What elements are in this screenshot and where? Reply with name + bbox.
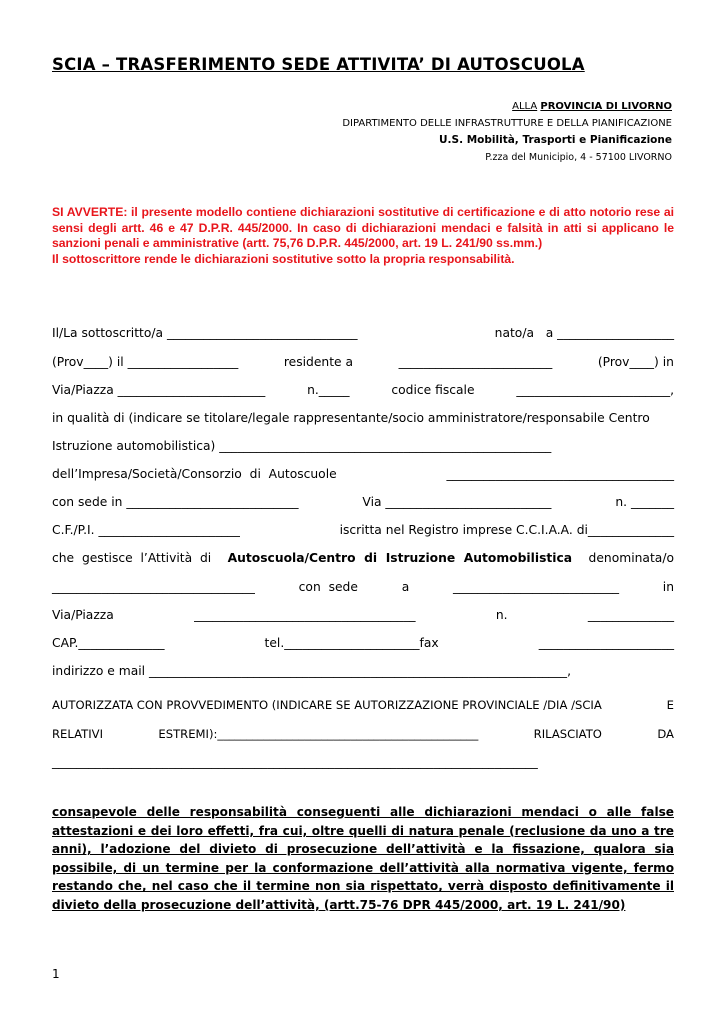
label-con-sede: con sede [298, 580, 358, 594]
warning-responsibility: Il sottoscrittore rende le dichiarazioni sostitutive sotto la propria responsabilità. [52, 251, 515, 266]
field-email[interactable]: indirizzo e mail ____________________________________________________________________, [52, 664, 571, 678]
label-impresa: dell’Impresa/Società/Consorzio di Autoscuole [52, 467, 337, 481]
warning-paragraph: SI AVVERTE: il presente modello contiene dichiarazioni sostitutive di certificazione e di atto notorio rese ai sensi degli artt. 46 e 47 D.P.R. 445/2000. In caso di dichiarazioni mendaci e falsità in atti si applicano le sanzioni penali e amministrative (artt. 75,76 D.P.R. 445/2000, art. 19 L. 241/90 ss.mm.) [52, 205, 674, 250]
recipient-office: U.S. Mobilità, Trasporti e Pianificazione [439, 134, 672, 146]
form-line-sede [52, 494, 674, 510]
field-sottoscritto[interactable]: Il/La sottoscritto/a _______________________________ [52, 326, 358, 340]
field-cf-piva[interactable]: C.F./P.I. _______________________ [52, 523, 240, 537]
field-sede-via[interactable]: Via ___________________________ [362, 495, 552, 509]
responsibility-declaration: consapevole delle responsabilità conseguenti alle dichiarazioni mendaci o alle false attestazioni e dei loro effetti, fra cui, oltre quelli di natura penale (reclusione da uno a tre anni), l’adozione del divieto di prosecuzione dell’attività e la fissazione, qualora sia possibile, di un termine per la conformazione dell’attività alla normativa vigente, fermo restando che, nel caso che il termine non sia rispettato, verrà disposto definitivamente il divieto della prosecuzione dell’attività, (artt.75-76 DPR 445/2000, art. 19 L. 241/90) [52, 805, 674, 912]
field-codice-fiscale[interactable]: _________________________, [516, 383, 674, 397]
label-residente: residente a [283, 355, 354, 369]
field-tel[interactable]: tel.______________________fax [264, 636, 439, 650]
field-residente[interactable]: _________________________ [398, 355, 553, 369]
label-denominata: denominata/o [588, 551, 674, 565]
recipient-prefix: ALLA [512, 101, 538, 112]
page-number: 1 [52, 967, 60, 981]
field-qualita[interactable]: Istruzione automobilistica) ______________________________________________________ [52, 439, 552, 453]
label-in: in [662, 580, 674, 594]
label-a: a [401, 580, 410, 594]
label-gestisce: che gestisce l’Attività di [52, 551, 212, 565]
field-cap[interactable]: CAP.______________ [52, 636, 165, 650]
label-da: DA [657, 727, 674, 741]
label-n: n. [495, 608, 508, 622]
form-line-street [52, 382, 674, 398]
form-line-via-attivita [52, 607, 674, 623]
form-line-autorizzazione [52, 697, 674, 713]
form-line-contatti [52, 635, 674, 651]
field-denominazione[interactable]: _________________________________ [52, 580, 255, 594]
label-rilasciato: RILASCIATO [533, 727, 602, 741]
label-e: E [666, 698, 674, 712]
form-line-estremi [52, 726, 674, 742]
label-attivita-tipo: Autoscuola/Centro di Istruzione Automobilistica [227, 551, 573, 565]
form-line-attivita [52, 550, 674, 566]
label-relativi: RELATIVI [52, 727, 103, 741]
field-prov-nascita[interactable]: (Prov____) il __________________ [52, 355, 239, 369]
field-fax[interactable]: ______________________ [538, 636, 674, 650]
recipient-department: DIPARTIMENTO DELLE INFRASTRUTTURE E DELLA PIANIFICAZIONE [342, 118, 672, 129]
form-line-cf-cciaa [52, 522, 674, 538]
recipient-line [512, 101, 672, 112]
field-nato-a[interactable]: nato/a a ___________________ [494, 326, 674, 340]
form-line-name [52, 325, 674, 341]
field-via-attivita[interactable]: ____________________________________ [194, 608, 416, 622]
form-line-denominazione [52, 579, 674, 595]
field-numero[interactable]: n._____ [307, 383, 350, 397]
legal-warning [52, 205, 674, 267]
label-codice-fiscale: codice fiscale [391, 383, 475, 397]
form-line-impresa [52, 466, 674, 482]
label-qualita: in qualità di (indicare se titolare/legale rappresentante/socio amministratore/responsabile Centro [52, 411, 650, 425]
recipient-street: P.zza del Municipio, 4 - 57100 LIVORNO [485, 152, 672, 163]
field-sede[interactable]: con sede in ____________________________ [52, 495, 299, 509]
field-rilasciato-da[interactable]: _______________________________________________________________________________ [52, 755, 538, 769]
field-sede-numero[interactable]: n. _______ [615, 495, 674, 509]
field-impresa[interactable]: _____________________________________ [446, 467, 674, 481]
recipient-name: PROVINCIA DI LIVORNO [540, 101, 672, 112]
label-autorizzazione: AUTORIZZATA CON PROVVEDIMENTO (INDICARE SE AUTORIZZAZIONE PROVINCIALE /DIA /SCIA [52, 698, 602, 712]
field-estremi[interactable]: ESTREMI):_____________________________________________ [158, 727, 479, 741]
field-via-piazza[interactable]: Via/Piazza ________________________ [52, 383, 266, 397]
field-prov-residenza[interactable]: (Prov____) in [597, 355, 674, 369]
field-comune-sede[interactable]: ___________________________ [453, 580, 620, 594]
field-numero-attivita[interactable]: ______________ [587, 608, 674, 622]
label-via-piazza: Via/Piazza [52, 608, 114, 622]
form-line-birth-residence [52, 354, 674, 370]
document-title: SCIA – TRASFERIMENTO SEDE ATTIVITA’ DI AUTOSCUOLA [52, 55, 585, 74]
field-cciaa[interactable]: iscritta nel Registro imprese C.C.I.A.A. di______________ [339, 523, 674, 537]
